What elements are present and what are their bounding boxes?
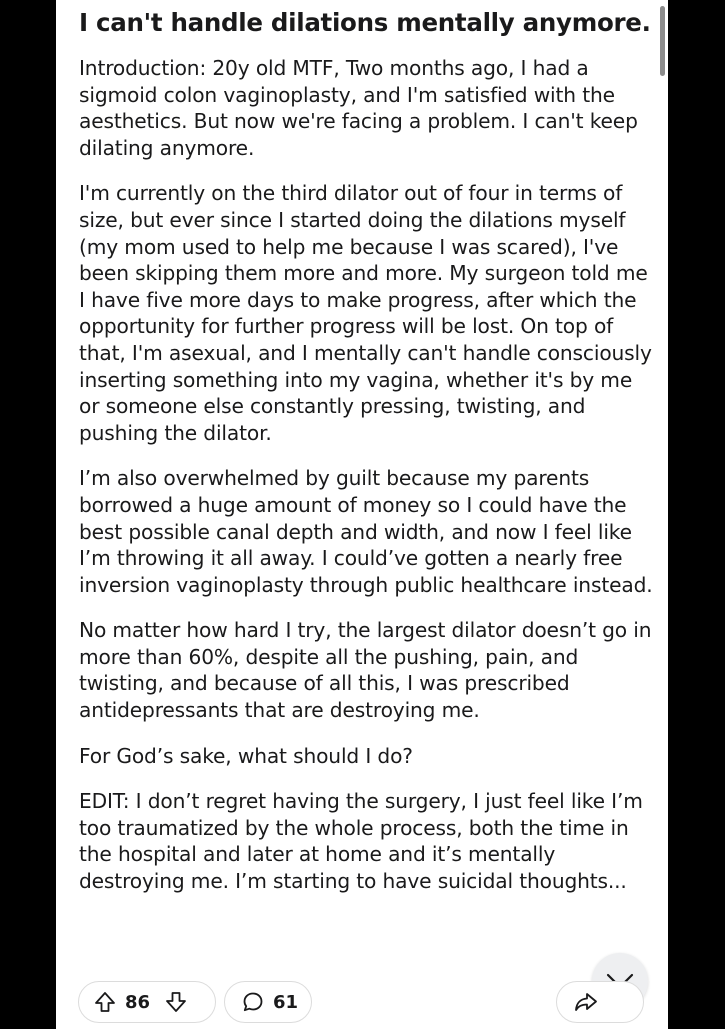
post-title: I can't handle dilations mentally anymore. (79, 8, 651, 37)
scrollbar[interactable] (660, 6, 665, 76)
post-panel (56, 0, 668, 1029)
arrow-down-icon[interactable] (164, 990, 188, 1014)
share-button[interactable] (556, 981, 644, 1023)
post-content (79, 6, 654, 914)
upvote-count: 86 (125, 991, 151, 1013)
post-paragraph-2: I'm currently on the third dilator out of four in terms of size, but ever since I started doing the dilations myself (my mom used to help me because I was scared), I've been skipping them more and more. My surgeon told me I have five more days to make progress, after which the opportunity for further progress will be lost. On top of that, I'm asexual, and I mentally can't handle consciously inserting something into my vagina, whether it's by me or someone else constantly pressing, twisting, and pushing the dilator. (79, 181, 652, 445)
comment-count: 61 (273, 991, 299, 1013)
post-paragraph-6: EDIT: I don’t regret having the surgery, I just feel like I’m too traumatized by the whole process, both the time in the hospital and later at home and it’s mentally destroying me. I’m starting to have suicidal thoughts... (79, 789, 643, 894)
share-icon (573, 990, 599, 1014)
post-paragraph-1: Introduction: 20y old MTF, Two months ago, I had a sigmoid colon vaginoplasty, and I'm satisfied with the aesthetics. But now we're facing a problem. I can't keep dilating anymore. (79, 56, 638, 160)
comments-button[interactable] (224, 981, 312, 1023)
post-paragraph-5: For God’s sake, what should I do? (79, 743, 413, 768)
vote-control (78, 981, 216, 1023)
post-paragraph-4: No matter how hard I try, the largest dilator doesn’t go in more than 60%, despite all the pushing, pain, and twisting, and because of all this, I was prescribed antidepressants that are destroying me. (79, 618, 652, 723)
arrow-up-icon[interactable] (93, 990, 117, 1014)
post-action-bar (78, 981, 668, 1027)
post-paragraph-3: I’m also overwhelmed by guilt because my parents borrowed a huge amount of money so I could have the best possible canal depth and width, and now I feel like I’m throwing it all away. I could’ve gotten a nearly free inversion vaginoplasty through public healthcare instead. (79, 466, 653, 597)
comment-bubble-icon (241, 990, 265, 1014)
